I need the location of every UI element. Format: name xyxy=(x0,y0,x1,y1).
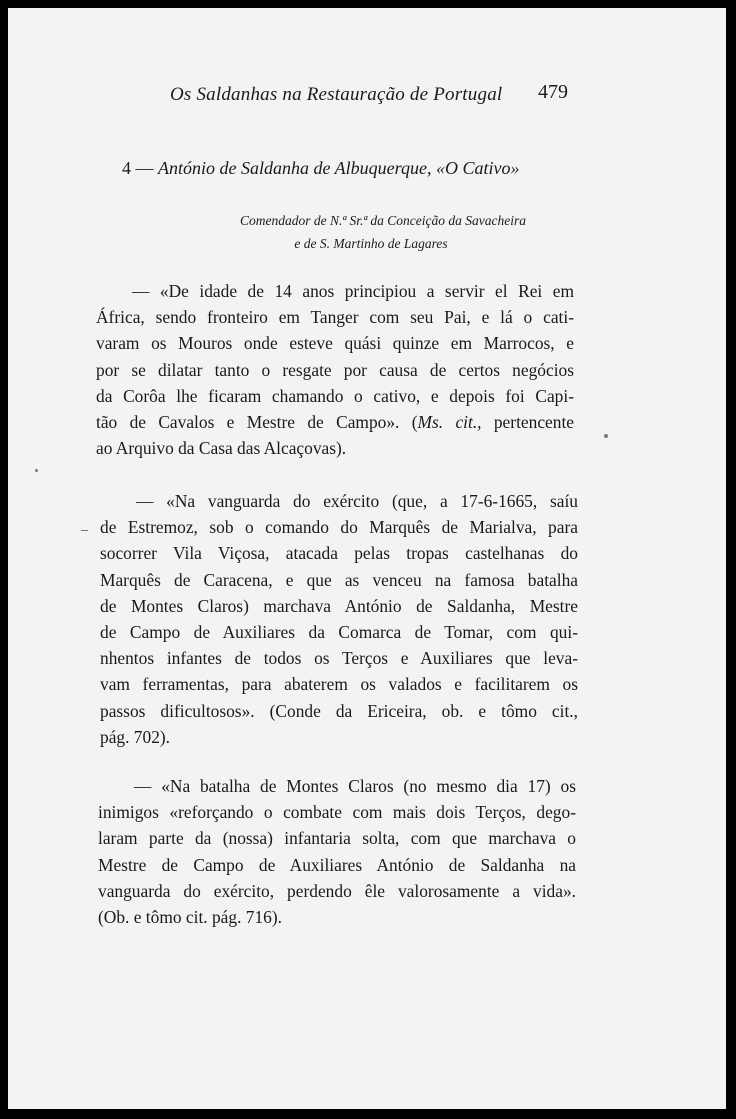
book-page xyxy=(8,8,726,1109)
paragraph-line: de Campo de Auxiliares da Comarca de Tomar, com qui- xyxy=(100,622,578,643)
paragraph-line: (Ob. e tômo cit. pág. 716). xyxy=(98,907,283,928)
paragraph-line: África, sendo fronteiro em Tanger com seu Pai, e lá o cati- xyxy=(96,307,574,328)
paragraph-line: socorrer Vila Viçosa, atacada pelas tropas castelhanas do xyxy=(100,543,578,564)
paragraph-line: — «De idade de 14 anos principiou a servir el Rei em xyxy=(132,281,574,301)
paragraph-line: pág. 702). xyxy=(100,726,171,747)
paragraph-line: vanguarda do exército, perdendo êle valorosamente a vida». xyxy=(98,880,576,901)
section-heading xyxy=(122,158,519,179)
scan-speck xyxy=(35,469,38,472)
paragraph-line: varam os Mouros onde esteve quási quinze em Marrocos, e xyxy=(96,333,574,354)
paragraph-line: de Montes Claros) marchava António de Saldanha, Mestre xyxy=(100,595,578,616)
paragraph-line: por se dilatar tanto o resgate por causa de certos negócios xyxy=(96,359,574,380)
paragraph-line: passos dificultosos». (Conde da Ericeira, ob. e tômo cit., xyxy=(100,700,578,721)
paragraph-line: — «Na vanguarda do exército (que, a 17-6-1665, saíu xyxy=(136,491,578,511)
citation-italic: Ms. cit., xyxy=(417,412,482,433)
subtitle-line-2: e de S. Martinho de Lagares xyxy=(294,236,448,251)
citation-pre: tão de Cavalos e Mestre de Campo». ( xyxy=(96,412,418,433)
paragraph-line: vam ferramentas, para abaterem os valados e facilitarem os xyxy=(100,674,578,695)
paragraph-line: Marquês de Caracena, e que as venceu na famosa batalha xyxy=(100,569,578,590)
page-number: 479 xyxy=(538,81,568,103)
running-title: Os Saldanhas na Restauração de Portugal xyxy=(170,84,503,105)
paragraph-line: Mestre de Campo de Auxiliares António de Saldanha na xyxy=(98,854,576,875)
paragraph-3 xyxy=(98,773,576,930)
paragraph-line: ao Arquivo da Casa das Alcaçovas). xyxy=(96,438,347,459)
section-title: António de Saldanha de Albuquerque, «O Cativo» xyxy=(158,158,520,178)
subtitle-line-1: Comendador de N.ª Sr.ª da Conceição da Savacheira xyxy=(239,213,527,228)
paragraph-line-citation xyxy=(96,409,574,435)
paragraph-line: da Corôa lhe ficaram chamando o cativo, e depois foi Capi- xyxy=(96,385,574,406)
paragraph-line: nhentos infantes de todos os Terços e Auxiliares que leva- xyxy=(100,648,578,669)
paragraph-2 xyxy=(100,488,578,750)
section-number: 4 — xyxy=(122,158,154,178)
paragraph-line: — «Na batalha de Montes Claros (no mesmo dia 17) os xyxy=(134,776,576,796)
scan-speck xyxy=(604,434,608,438)
citation-post: pertencente xyxy=(481,412,574,433)
paragraph-line: de Estremoz, sob o comando do Marquês de Marialva, para xyxy=(100,517,578,538)
running-head xyxy=(8,81,726,108)
scan-speck xyxy=(81,530,88,531)
paragraph-1 xyxy=(96,278,574,461)
paragraph-line: laram parte da (nossa) infantaria solta, com que marchava o xyxy=(98,828,576,849)
paragraph-line: inimigos «reforçando o combate com mais dois Terços, dego- xyxy=(98,802,576,823)
